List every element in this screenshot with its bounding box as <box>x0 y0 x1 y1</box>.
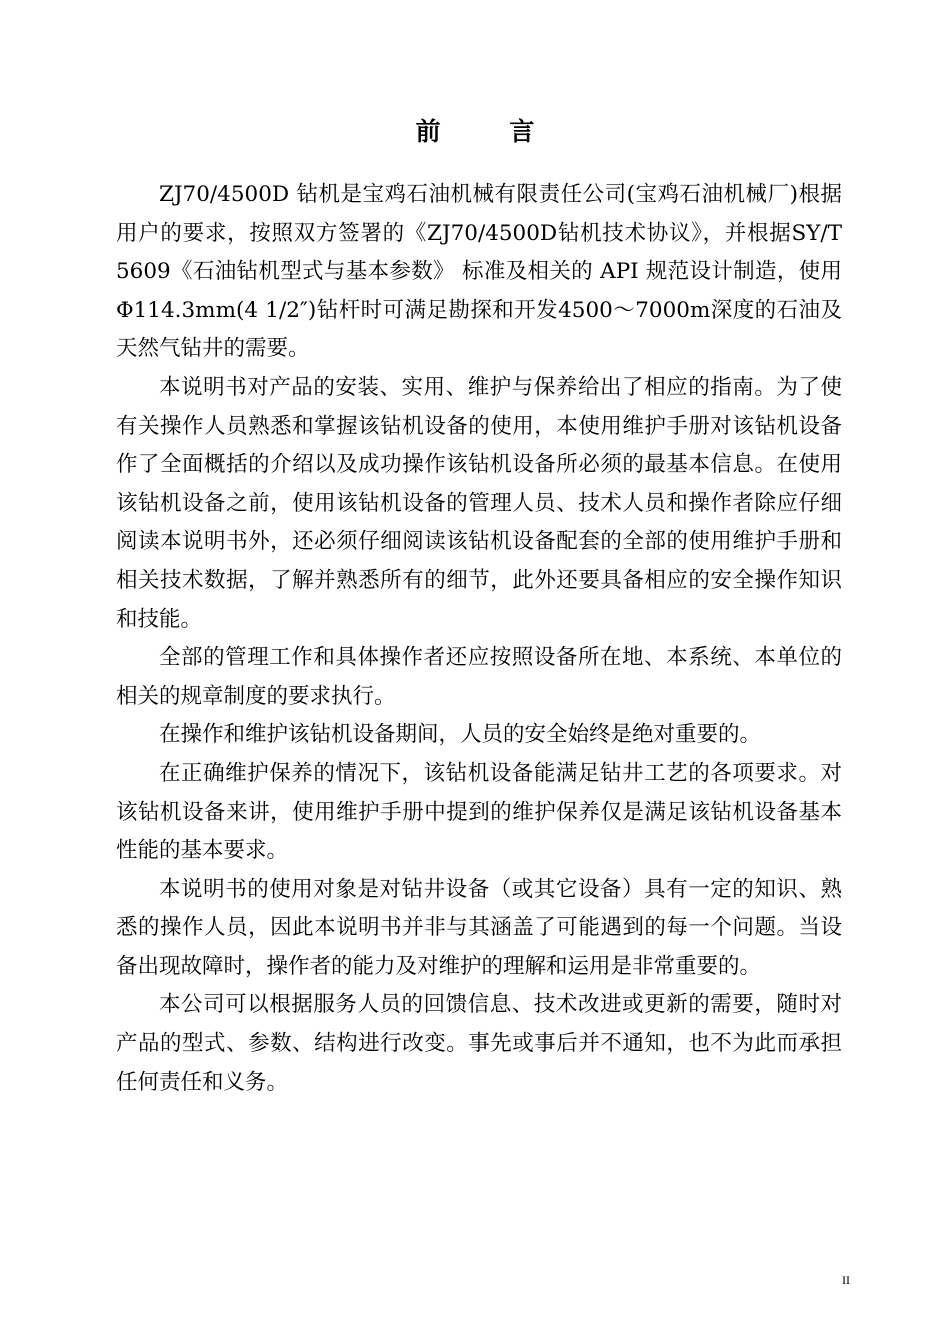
page-number: II <box>842 1273 850 1287</box>
body-text <box>116 176 842 1102</box>
paragraph-4: 在操作和维护该钻机设备期间，人员的安全始终是绝对重要的。 <box>159 722 762 748</box>
paragraph-5: 在正确维护保养的情况下，该钻机设备能满足钻井工艺的各项要求。对该钻机设备来讲，使用维护手册中提到的维护保养仅是满足该钻机设备基本性能的基本要求。 <box>116 760 842 864</box>
paragraph-1: ZJ70/4500D 钻机是宝鸡石油机械有限责任公司(宝鸡石油机械厂)根据用户的要求，按照双方签署的《ZJ70/4500D钻机技术协议》，并根据SY/T 5609《石油钻机型式与基本参数》 标准及相关的 API 规范设计制造，使用Φ114.3mm(4 1/2″)钻杆时可满足勘探和开发4500～7000m深度的石油及天然气钻井的需要。 <box>116 182 842 362</box>
paragraph-3: 全部的管理工作和具体操作者还应按照设备所在地、本系统、本单位的相关的规章制度的要求执行。 <box>116 645 842 709</box>
paragraph-2: 本说明书对产品的安装、实用、维护与保养给出了相应的指南。为了使有关操作人员熟悉和掌握该钻机设备的使用，本使用维护手册对该钻机设备作了全面概括的介绍以及成功操作该钻机设备所必须的最基本信息。在使用该钻机设备之前，使用该钻机设备的管理人员、技术人员和操作者除应仔细阅读本说明书外，还必须仔细阅读该钻机设备配套的全部的使用维护手册和相关技术数据，了解并熟悉所有的细节，此外还要具备相应的安全操作知识和技能。 <box>116 374 842 632</box>
page-title: 前 言 <box>415 117 565 146</box>
paragraph-6: 本说明书的使用对象是对钻井设备（或其它设备）具有一定的知识、熟悉的操作人员，因此本说明书并非与其涵盖了可能遇到的每一个问题。当设备出现故障时，操作者的能力及对维护的理解和运用是非常重要的。 <box>116 876 842 979</box>
paragraph-7: 本公司可以根据服务人员的回馈信息、技术改进或更新的需要，随时对产品的型式、参数、结构进行改变。事先或事后并不通知，也不为此而承担任何责任和义务。 <box>116 992 842 1095</box>
